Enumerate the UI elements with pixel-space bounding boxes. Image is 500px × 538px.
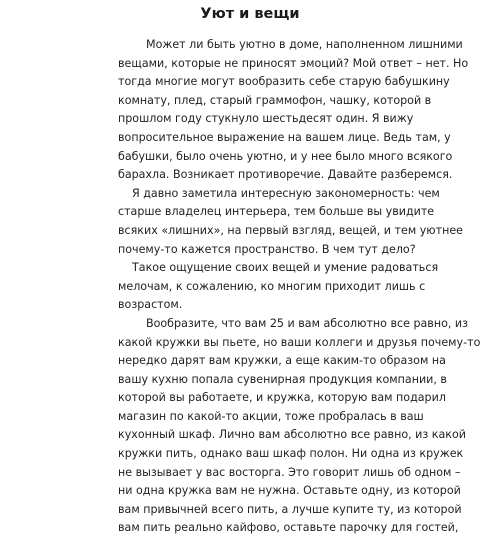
text-line: Такое ощущение своих вещей и умение радоваться (132, 261, 439, 275)
text-line: Я давно заметила интересную закономерность: чем (132, 186, 440, 200)
text-line: вам пить реально кайфово, оставьте парочку для гостей, (118, 521, 459, 535)
page-title: Уют и вещи (200, 6, 300, 22)
body-text (90, 36, 481, 538)
text-line: не вызывает у вас восторга. Это говорит лишь об одном – (118, 465, 461, 479)
text-line: старше владелец интерьера, тем больше вы увидите (118, 205, 435, 219)
text-line: магазин по какой-то акции, тоже пробралась в ваш (118, 409, 424, 423)
text-line: комнату, плед, старый граммофон, чашку, которой в (118, 93, 432, 107)
text-line: всяких «лишних», на первый взгляд, вещей, и тем уютнее (118, 223, 463, 237)
text-line: вашу кухню попала сувенирная продукция компании, в (118, 372, 447, 386)
text-line: Может ли быть уютно в доме, наполненном лишними (146, 38, 463, 51)
text-line: которой вы работаете, и кружка, которую вам подарил (118, 391, 446, 405)
text-line: тогда многие могут вообразить себе старую бабушкину (118, 75, 450, 89)
paragraph (90, 259, 439, 315)
text-line: бабушки, было очень уютно, и у нее было много всякого (118, 149, 453, 163)
paragraph (90, 315, 481, 538)
paragraph (90, 36, 469, 185)
text-line: вопросительное выражение на вашем лице. Ведь там, у (118, 130, 451, 144)
paragraph (90, 185, 463, 259)
text-line: возрастом. (118, 298, 183, 312)
text-line: нередко дарят вам кружки, а еще каким-то образом на (118, 354, 446, 368)
text-line: почему-то кажется пространство. В чем тут дело? (118, 242, 416, 256)
text-line: вам привычней всего пить, а лучше купите ту, из которой (118, 502, 462, 516)
text-line: ни одна кружка вам не нужна. Оставьте одну, из которой (118, 484, 461, 498)
text-line: барахла. Возникает противоречие. Давайте разберемся. (118, 168, 453, 182)
text-line: кухонный шкаф. Лично вам абсолютно все равно, из какой (118, 428, 466, 442)
text-line: прошлом году стукнуло шестьдесят один. Я вижу (118, 112, 414, 126)
text-line: кружки пить, однако ваш шкаф полон. Ни одна из кружек (118, 447, 464, 461)
text-line: Вообразите, что вам 25 и вам абсолютно все равно, из (146, 316, 469, 330)
text-line: мелочам, к сожалению, ко многим приходит лишь с (118, 279, 426, 293)
text-line: вещами, которые не приносят эмоций? Мой ответ – нет. Но (118, 56, 469, 70)
text-line: какой кружки вы пьете, но ваши коллеги и друзья почему-то (118, 335, 481, 349)
